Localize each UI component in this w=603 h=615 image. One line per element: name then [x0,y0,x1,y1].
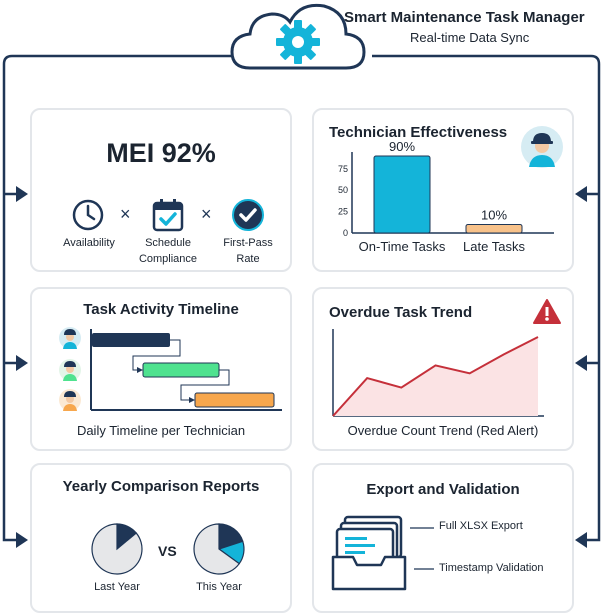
arrow-left-1 [16,186,28,202]
arrow-right-3 [575,532,587,548]
bar-1 [374,156,430,233]
schedule-label-2: Compliance [138,253,198,265]
overdue-card [312,287,574,451]
arrow-left-2 [16,355,28,371]
calendar-check-icon [151,197,185,233]
times-sign-2: × [201,204,212,224]
timeline-caption: Daily Timeline per Technician [76,423,246,438]
gantt-bar-3 [195,393,274,407]
app-title: Smart Maintenance Task Manager [344,9,585,26]
arrow-right-1 [575,186,587,202]
check-circle-icon [231,198,265,232]
mei-title: MEI 92% [106,138,216,168]
first-pass-label-2: Rate [236,253,260,265]
last-year-label: Last Year [94,581,140,593]
arrow-left-3 [16,532,28,548]
y-tick-label: 25 [337,206,348,217]
trend-area [333,337,538,416]
export-title: Export and Validation [366,481,520,498]
y-tick-label: 0 [342,228,348,238]
availability-label: Availability [63,237,115,249]
technician-card [312,108,574,272]
overdue-caption: Overdue Count Trend (Red Alert) [347,423,539,438]
technician-avatar-icon-2 [59,359,81,381]
timeline-card [30,287,292,451]
times-sign-1: × [120,204,131,224]
app-subtitle: Real-time Data Sync [410,30,530,45]
timeline-title: Task Activity Timeline [83,301,239,318]
export-leader-lines [314,465,572,615]
category-label: Late Tasks [463,239,525,254]
first-pass-label-1: First-Pass [223,237,273,249]
this-year-pie [191,521,247,577]
yearly-title: Yearly Comparison Reports [62,478,260,495]
technician-bar-chart [314,110,572,270]
xlsx-export-label: Full XLSX Export [439,520,523,532]
schedule-label-1: Schedule [145,237,191,249]
export-card [312,463,574,613]
yearly-card [30,463,292,613]
this-year-label: This Year [196,581,242,593]
clock-icon [71,198,105,232]
mei-card [30,108,292,272]
last-year-pie [89,521,145,577]
y-tick-label: 75 [337,163,348,174]
bar-value-label: 90% [388,139,416,154]
category-label: On-Time Tasks [358,239,446,254]
gantt-bar-1 [92,333,170,347]
overdue-title: Overdue Task Trend [329,304,473,321]
gantt-bar-2 [143,363,219,377]
bar-value-label: 10% [480,207,508,223]
technician-avatar-icon-1 [59,327,81,349]
vs-label: VS [158,543,177,559]
technician-avatar-icon-3 [59,389,81,411]
gear-icon [276,20,320,64]
bar-2 [466,224,522,233]
timestamp-validation-label: Timestamp Validation [439,562,544,574]
technician-title: Technician Effectiveness [329,124,508,141]
arrow-right-2 [575,355,587,371]
y-tick-label: 50 [337,185,348,196]
